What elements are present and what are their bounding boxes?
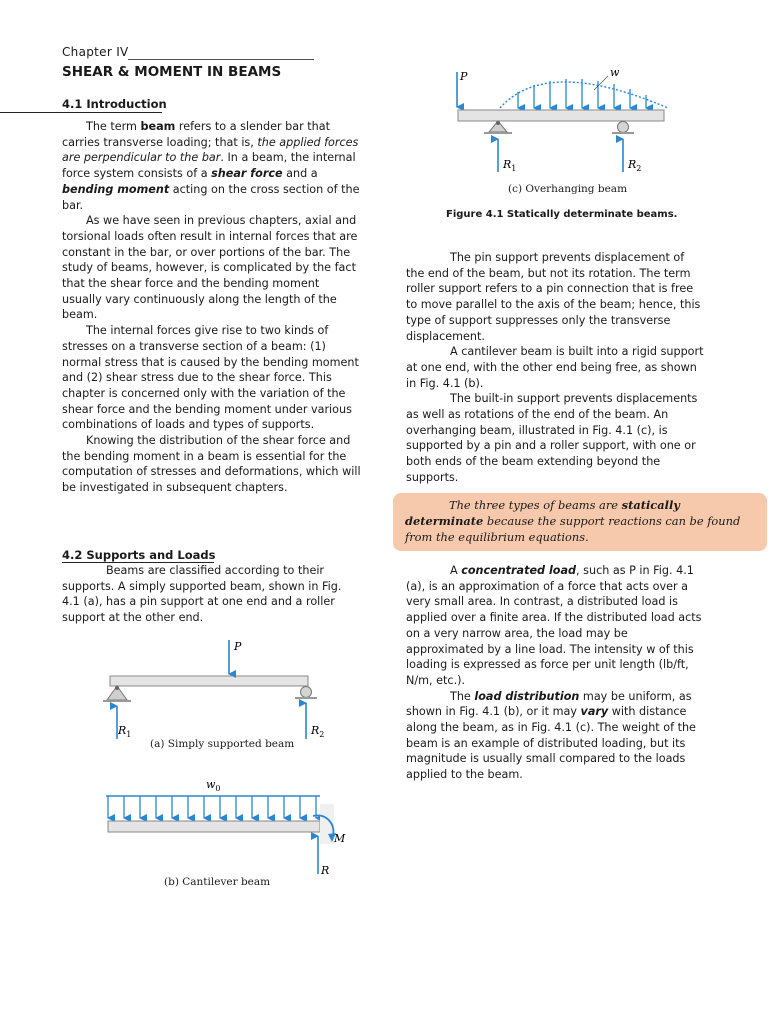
label-r1-c: $R_1$ [503, 158, 517, 173]
right-paragraph-4: A concentrated load, such as P in Fig. 4.1 (a), is an approximation of a force that acts over a very small area. In contrast, a distributed load is applied over a finite area. If the distributed load acts on a very narrow area, the load may be approximated by a line load. The intensity w of this loading is expressed as force per unit length (lb/ft, N/m, etc.). [406, 564, 702, 687]
right-paragraph-3: The built-in support prevents displacements as well as rotations of the end of the beam. An overhanging beam, illustrated in Fig. 4.1 (c), is supported by a pin and a roller support, with one or both ends of the beam extending beyond the supports. [406, 392, 698, 484]
figure-b-cantilever [100, 776, 350, 886]
label-p-c: P [460, 70, 468, 83]
right-paragraph-5: The load distribution may be uniform, as shown in Fig. 4.1 (b), or it may vary with distance along the beam, as in Fig. 4.1 (c). The weight of the beam is an example of distributed loading, but its magnitude is usually small compared to the loads applied to the beam. [406, 689, 696, 782]
pin-a [115, 686, 119, 690]
label-r2-a: $R_2$ [311, 724, 325, 739]
roller-support-a [301, 687, 312, 698]
figure-a-caption: (a) Simply supported beam [150, 738, 295, 750]
right-column-text-top [406, 250, 704, 486]
pin-c [496, 121, 500, 125]
note-text: The three types of beams are statically determinate because the support reactions can be found from the equilibrium equations. [405, 498, 741, 544]
label-w-c: w [610, 66, 620, 79]
intro-paragraph-1: The term beam refers to a slender bar that carries transverse loading; that is, the applied forces are perpendicular to the bar. In a beam, the internal force system consists of a shear force and a bending moment acting on the cross section of the bar. [62, 120, 360, 212]
right-paragraph-1: The pin support prevents displacement of the end of the beam, but not its rotation. The term roller support refers to a pin connection that is free to move parallel to the axis of the beam; hence, this type of support suppresses only the transverse displacement. [406, 251, 701, 343]
beam-a [110, 676, 308, 686]
intro-paragraph-4: Knowing the distribution of the shear force and the bending moment in a beam is essential for the computation of stresses and deformations, which will be investigated in subsequent chapters. [62, 434, 361, 495]
figure-b-caption: (b) Cantilever beam [164, 876, 271, 888]
label-r1-a: $R_1$ [118, 724, 132, 739]
right-column-text-bottom [406, 563, 704, 783]
figure-a-simply-supported [95, 636, 325, 752]
section-heading-supports: 4.2 Supports and Loads [62, 548, 216, 562]
intro-paragraph-2: As we have seen in previous chapters, axial and torsional loads often result in internal forces that are constant in the bar, or over portions of the bar. The study of beams, however, is complicated by the fact that the shear force and the bending moment usually vary continuously along the length of the beam. [62, 214, 358, 322]
section-rule-introduction [0, 112, 162, 113]
figure-caption: Figure 4.1 Statically determinate beams. [446, 209, 678, 220]
w-leader-c [594, 76, 608, 90]
section-heading-introduction: 4.1 Introduction [62, 97, 167, 111]
label-w0-b: $w_0$ [206, 778, 221, 793]
label-r2-c: $R_2$ [628, 158, 642, 173]
intro-paragraph-3: The internal forces give rise to two kinds of stresses on a transverse section of a beam: (1) normal stress that is caused by the bending moment and (2) shear stress due to the shear force. This chapter is concerned only with the variation of the shear force and the bending moment under various combinations of loads and types of supports. [62, 324, 359, 432]
figure-c-overhanging [446, 60, 676, 180]
beam-b [108, 821, 320, 832]
distributed-load-arrows-b [108, 796, 316, 818]
beam-c [458, 110, 664, 121]
distributed-load-arrows-c [518, 79, 646, 108]
label-m-b: M [334, 832, 346, 845]
supports-paragraph-1: Beams are classified according to their supports. A simply supported beam, shown in Fig. 4.1 (a), has a pin support at one end and a roller support at the other end. [62, 564, 342, 625]
label-r-b: R [321, 864, 330, 877]
supports-text [62, 563, 362, 626]
label-p-a: P [234, 640, 242, 653]
right-paragraph-2: A cantilever beam is built into a rigid support at one end, with the other end being free, as shown in Fig. 4.1 (b). [406, 345, 704, 390]
intro-text [62, 119, 362, 496]
page-title: SHEAR & MOMENT IN BEAMS [62, 64, 282, 80]
chapter-label: Chapter IV [62, 45, 129, 59]
distributed-load-curve-c [500, 82, 668, 108]
chapter-rule [128, 59, 314, 60]
figure-c-caption: (c) Overhanging beam [508, 183, 628, 195]
roller-support-c [618, 122, 629, 133]
